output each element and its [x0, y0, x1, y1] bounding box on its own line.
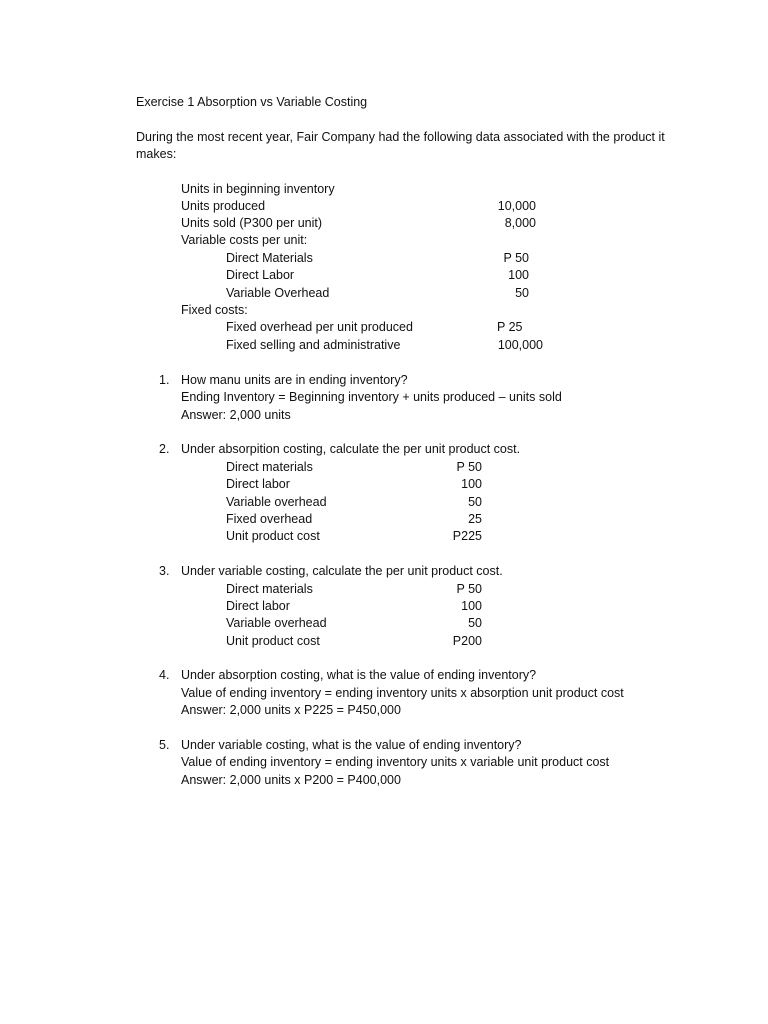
direct-labor-value: 100 — [508, 268, 529, 282]
fixed-overhead-label: Fixed overhead per unit produced — [226, 320, 413, 334]
q2-variable-overhead-value: 50 — [468, 495, 482, 509]
units-sold-label: Units sold (P300 per unit) — [181, 216, 323, 230]
q2-direct-materials-label: Direct materials — [226, 460, 313, 474]
units-produced-label: Units produced — [181, 199, 266, 213]
variable-costs-heading: Variable costs per unit: — [181, 233, 308, 247]
question-2-number: 2. — [159, 442, 170, 456]
direct-labor-label: Direct Labor — [226, 268, 295, 282]
q3-direct-materials-value: P 50 — [456, 582, 482, 596]
direct-materials-label: Direct Materials — [226, 251, 313, 265]
q2-fixed-overhead-value: 25 — [468, 512, 482, 526]
q3-variable-overhead-label: Variable overhead — [226, 616, 327, 630]
question-3-number: 3. — [159, 564, 170, 578]
q3-direct-materials-label: Direct materials — [226, 582, 313, 596]
intro-line-2: makes: — [136, 147, 177, 161]
question-4-answer: Answer: 2,000 units x P225 = P450,000 — [181, 703, 401, 717]
units-sold-value: 8,000 — [504, 216, 536, 230]
question-5-formula: Value of ending inventory = ending inventory units x variable unit product cost — [181, 755, 610, 769]
q2-fixed-overhead-label: Fixed overhead — [226, 512, 313, 526]
fixed-costs-heading: Fixed costs: — [181, 303, 248, 317]
question-2-text: Under absorpition costing, calculate the per unit product cost. — [181, 442, 521, 456]
page-title: Exercise 1 Absorption vs Variable Costing — [136, 95, 368, 109]
q3-direct-labor-label: Direct labor — [226, 599, 290, 613]
question-4-number: 4. — [159, 668, 170, 682]
variable-overhead-label: Variable Overhead — [226, 286, 330, 300]
intro-line-1: During the most recent year, Fair Company had the following data associated with the product it — [136, 130, 665, 144]
question-5-answer: Answer: 2,000 units x P200 = P400,000 — [181, 773, 401, 787]
q2-direct-labor-label: Direct labor — [226, 477, 290, 491]
fixed-selling-label: Fixed selling and administrative — [226, 338, 401, 352]
q3-unit-product-cost-value: P200 — [452, 634, 482, 648]
q3-direct-labor-value: 100 — [461, 599, 482, 613]
fixed-selling-value: 100,000 — [497, 338, 543, 352]
question-5-number: 5. — [159, 738, 170, 752]
q2-direct-labor-value: 100 — [461, 477, 482, 491]
q2-variable-overhead-label: Variable overhead — [226, 495, 327, 509]
units-produced-value: 10,000 — [497, 199, 536, 213]
fixed-overhead-value: P 25 — [497, 320, 523, 334]
question-1-formula: Ending Inventory = Beginning inventory + units produced – units sold — [181, 390, 562, 404]
q2-direct-materials-value: P 50 — [456, 460, 482, 474]
q3-variable-overhead-value: 50 — [468, 616, 482, 630]
question-1-number: 1. — [159, 373, 170, 387]
question-4-text: Under absorption costing, what is the value of ending inventory? — [181, 668, 537, 682]
question-4-formula: Value of ending inventory = ending inventory units x absorption unit product cost — [181, 686, 624, 700]
q2-unit-product-cost-label: Unit product cost — [226, 529, 320, 543]
q3-unit-product-cost-label: Unit product cost — [226, 634, 320, 648]
question-3-text: Under variable costing, calculate the per unit product cost. — [181, 564, 503, 578]
question-5-text: Under variable costing, what is the value of ending inventory? — [181, 738, 522, 752]
question-1-text: How manu units are in ending inventory? — [181, 373, 408, 387]
beginning-inventory-label: Units in beginning inventory — [181, 182, 335, 196]
direct-materials-value: P 50 — [503, 251, 529, 265]
q2-unit-product-cost-value: P225 — [452, 529, 482, 543]
variable-overhead-value: 50 — [515, 286, 529, 300]
question-1-answer: Answer: 2,000 units — [181, 408, 291, 422]
